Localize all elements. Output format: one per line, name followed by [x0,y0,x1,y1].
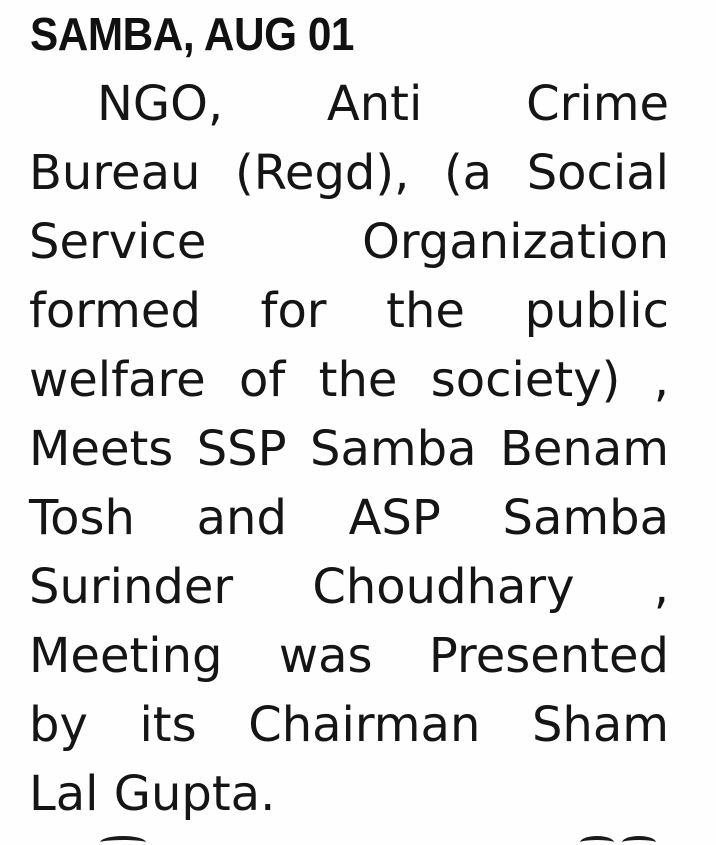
article-line: Surinder Choudhary , [29,559,669,615]
article-line: Service Organization [29,214,669,270]
dateline: SAMBA, AUG 01 [30,8,355,60]
article-line: Meets SSP Samba Benam [29,421,669,477]
article-line: by its Chairman Sham [29,697,669,753]
article-line: Bureau (Regd), (a Social [29,145,669,201]
article-line: NGO, Anti Crime [97,76,669,132]
article-body [29,70,669,829]
article-line: Tosh and ASP Samba [29,490,669,546]
article-line: Meeting was Presented [29,628,669,684]
article-line: formed for the public [29,283,669,339]
article-line: welfare of the society) , [29,352,669,408]
cut-off-next-line [0,836,716,845]
article-line: Lal Gupta. [29,766,276,822]
